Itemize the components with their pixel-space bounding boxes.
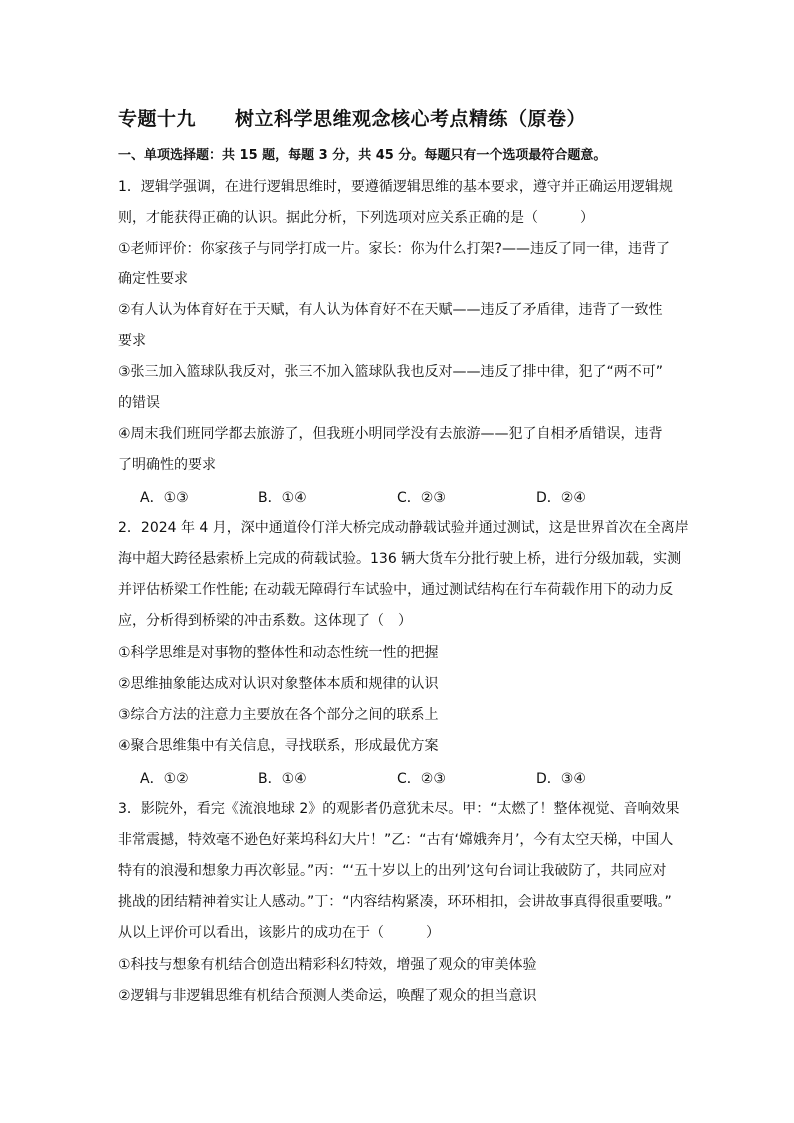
q1-line-8: 的错误 (118, 395, 160, 411)
q1-line-9: ④周末我们班同学都去旅游了，但我班小明同学没有去旅游——犯了自相矛盾错误，违背 (118, 426, 663, 442)
q2-line-7: ③综合方法的注意力主要放在各个部分之间的联系上 (118, 707, 439, 723)
q1-line-5: ②有人认为体育好在于天赋，有人认为体育好不在天赋——违反了矛盾律，违背了一致性 (118, 302, 663, 318)
q1-option-d: D．②④ (536, 490, 586, 506)
q3-line-7: ②逻辑与非逻辑思维有机结合预测人类命运，唤醒了观众的担当意识 (118, 988, 537, 1004)
section-heading: 一、单项选择题：共 15 题，每题 3 分，共 45 分。每题只有一个选项最符合题意。 (118, 148, 607, 163)
q2-line-5: ①科学思维是对事物的整体性和动态性统一性的把握 (118, 645, 439, 661)
q3-line-2: 非常震撼，特效毫不逊色好莱坞科幻大片！”乙：“古有‘嫦娥奔月’，今有太空天梯，中国人 (118, 832, 674, 848)
q2-option-d: D．③④ (536, 771, 586, 787)
q1-line-2: 则，才能获得正确的认识。据此分析，下列选项对应关系正确的是（ ） (118, 210, 594, 226)
q1-line-3: ①老师评价：你家孩子与同学打成一片。家长：你为什么打架?——违反了同一律，违背了 (118, 241, 670, 257)
q3-line-1: 3．影院外，看完《流浪地球 2》的观影者仍意犹未尽。甲：“太燃了！整体视觉、音响效果 (118, 801, 680, 817)
q2-line-8: ④聚合思维集中有关信息，寻找联系，形成最优方案 (118, 738, 439, 754)
q1-line-10: 了明确性的要求 (118, 457, 216, 473)
q2-line-2: 海中超大跨径悬索桥上完成的荷载试验。136 辆大货车分批行驶上桥，进行分级加载，实测 (118, 551, 682, 567)
q2-option-c: C．②③ (397, 771, 446, 787)
q3-line-4: 挑战的团结精神着实让人感动。”丁：“内容结构紧凑，环环相扣，会讲故事真得很重要哦。” (118, 894, 672, 910)
q2-line-4: 应，分析得到桥梁的冲击系数。这体现了（ ） (118, 613, 412, 629)
q1-line-7: ③张三加入篮球队我反对，张三不加入篮球队我也反对——违反了排中律，犯了“两不可” (118, 364, 664, 380)
document-title: 专题十九 树立科学思维观念核心考点精练（原卷） (118, 108, 587, 130)
q1-option-a: A．①③ (140, 490, 189, 506)
q2-option-a: A．①② (140, 771, 189, 787)
q1-line-6: 要求 (118, 333, 146, 349)
q3-line-6: ①科技与想象有机结合创造出精彩科幻特效，增强了观众的审美体验 (118, 957, 537, 973)
q2-line-6: ②思维抽象能达成对认识对象整体本质和规律的认识 (118, 676, 439, 692)
q2-line-1: 2．2024 年 4 月，深中通道伶仃洋大桥完成动静载试验并通过测试，这是世界首次在全离岸 (118, 520, 689, 536)
q3-line-5: 从以上评价可以看出，该影片的成功在于（ ） (118, 925, 440, 941)
q2-line-3: 并评估桥梁工作性能; 在动载无障碍行车试验中，通过测试结构在行车荷载作用下的动力反 (118, 582, 674, 598)
q2-option-b: B．①④ (258, 771, 307, 787)
q1-option-c: C．②③ (397, 490, 446, 506)
q1-line-1: 1．逻辑学强调，在进行逻辑思维时，要遵循逻辑思维的基本要求，遵守并正确运用逻辑规 (118, 179, 673, 195)
q3-line-3: 特有的浪漫和想象力再次彰显。”丙：“‘五十岁以上的出列’这句台词让我破防了，共同应对 (118, 863, 667, 879)
q1-option-b: B．①④ (258, 490, 307, 506)
q1-line-4: 确定性要求 (118, 271, 188, 287)
